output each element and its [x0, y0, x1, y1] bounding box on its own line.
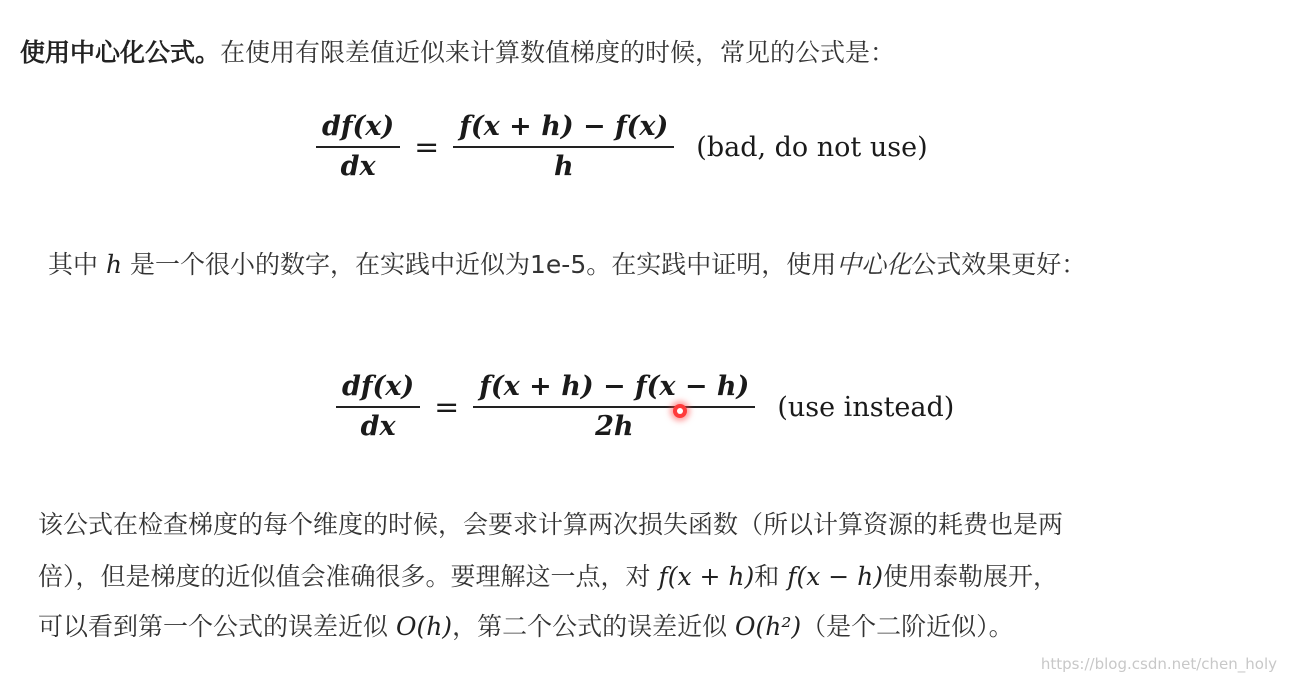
equals-sign: =	[434, 389, 460, 425]
formula2-note: (use instead)	[777, 391, 955, 423]
cursor-highlight-icon	[673, 404, 687, 418]
formula2-rhs	[473, 368, 755, 446]
var-h: h	[105, 250, 123, 279]
formula1-lhs-numerator: df(x)	[322, 111, 395, 142]
p2-middle: 是一个很小的数字，在实践中近似为1e-5。在实践中证明，使用	[122, 250, 837, 279]
formula2-lhs	[336, 368, 420, 446]
math-f-x-minus-h: f(x − h)	[787, 562, 884, 591]
paragraph-intro	[20, 36, 895, 70]
formula1-lhs	[316, 108, 400, 186]
paragraph-explanation-line1	[38, 508, 1063, 542]
math-big-o-h: O(h)	[395, 612, 453, 641]
p2-prefix: 其中	[48, 250, 106, 279]
formula1-rhs-numerator: f(x + h) − f(x)	[459, 111, 669, 142]
formula2-lhs-denominator: dx	[360, 411, 396, 442]
math-f-x-plus-h: f(x + h)	[658, 562, 755, 591]
math-big-o-h-squared: O(h²)	[735, 612, 802, 641]
watermark: https://blog.csdn.net/chen_holy	[1040, 655, 1277, 673]
paragraph-centered-intro	[48, 248, 1086, 282]
equals-sign: =	[414, 129, 440, 165]
p3-line2-a: 倍），但是梯度的近似值会准确很多。要理解这一点，对	[38, 562, 659, 591]
formula-forward-difference	[312, 108, 928, 186]
formula1-rhs	[453, 108, 674, 186]
p3-line3-c: （是个二阶近似）。	[801, 612, 1014, 641]
formula2-rhs-numerator: f(x + h) − f(x − h)	[479, 371, 750, 402]
formula2-rhs-denominator: 2h	[595, 411, 634, 442]
p2-emphasis: 中心化	[836, 250, 912, 279]
formula1-rhs-denominator: h	[553, 151, 574, 182]
p3-line3-b: ，第二个公式的误差近似	[452, 612, 736, 641]
p3-line3-a: 可以看到第一个公式的误差近似	[38, 612, 396, 641]
p3-line2-b: 和	[754, 562, 788, 591]
formula2-lhs-numerator: df(x)	[342, 371, 415, 402]
paragraph-explanation-line2	[38, 560, 1058, 594]
intro-text: 在使用有限差值近似来计算数值梯度的时候，常见的公式是：	[220, 38, 896, 67]
p2-suffix: 公式效果更好：	[911, 250, 1087, 279]
p3-line2-c: 使用泰勒展开，	[883, 562, 1059, 591]
p3-line1: 该公式在检查梯度的每个维度的时候，会要求计算两次损失函数（所以计算资源的耗费也是两	[38, 510, 1064, 539]
paragraph-explanation-line3	[38, 610, 1014, 644]
section-heading: 使用中心化公式。	[20, 38, 221, 67]
formula-centered-difference	[332, 368, 954, 446]
formula1-note: (bad, do not use)	[696, 131, 928, 163]
formula1-lhs-denominator: dx	[340, 151, 376, 182]
